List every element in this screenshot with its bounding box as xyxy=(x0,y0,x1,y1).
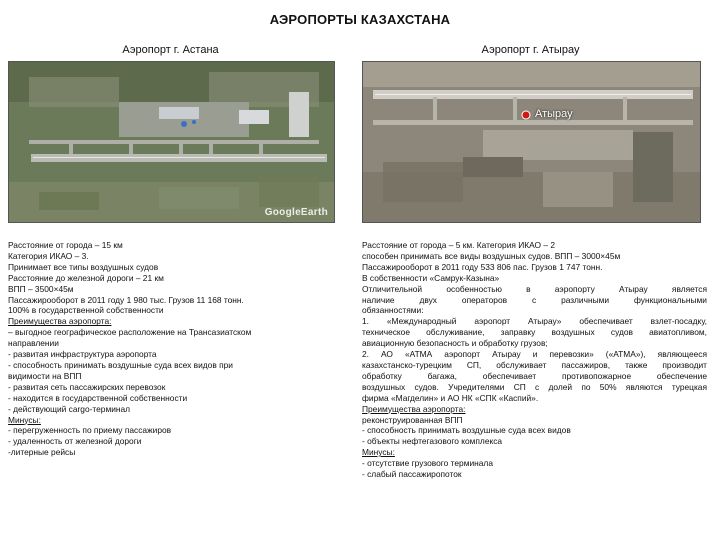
text-line: Отличительной особенностью в аэропорту Атырау является xyxy=(362,283,707,294)
text-line: казахстанско-турецким СП, обслуживает пассажиров, также производит xyxy=(362,359,707,370)
atyrau-description xyxy=(362,240,707,480)
advantages-heading: Преимущества аэропорта: xyxy=(362,403,466,414)
minuses-heading: Минусы: xyxy=(362,447,395,458)
text-line: техническое обслуживание, заправку воздушных судов авиатопливом, xyxy=(362,327,707,338)
text-line: Расстояние от города – 15 км xyxy=(8,240,123,250)
text-line: направлении xyxy=(8,338,59,349)
astana-heading: Аэропорт г. Астана xyxy=(122,44,219,56)
text-line: - отсутствие грузового терминала xyxy=(362,458,493,469)
text-line: 100% в государственной собственности xyxy=(8,305,164,316)
text-line: - действующий cargo-терминал xyxy=(8,403,131,414)
text-line: - способность принимать воздушные суда всех видов xyxy=(362,425,571,436)
text-line: - удаленность от железной дороги xyxy=(8,436,142,447)
text-line: реконструированная ВПП xyxy=(362,414,463,425)
text-line: Принимает все типы воздушных судов xyxy=(8,261,159,272)
text-line: ВПП – 3500×45м xyxy=(8,283,74,294)
atyrau-satellite-image xyxy=(362,61,701,223)
text-line: - объекты нефтегазового комплекса xyxy=(362,436,503,447)
text-line: Категория ИКАО – 3. xyxy=(8,250,89,261)
text-line: - способность принимать воздушные суда всех видов при xyxy=(8,359,233,370)
text-line: авиационную безопасность и обработку грузов; xyxy=(362,338,548,349)
text-line: наличие двух операторов с различными функциональными xyxy=(362,294,707,305)
text-line: обязанностями: xyxy=(362,305,424,316)
text-line: способен принимать все виды воздушных судов. ВПП – 3000×45м xyxy=(362,250,621,261)
text-line: В собственности «Самрук-Казына» xyxy=(362,272,500,283)
astana-satellite-image xyxy=(8,61,335,223)
advantages-heading: Преимущества аэропорта: xyxy=(8,316,112,327)
text-line: Расстояние до железной дороги – 21 км xyxy=(8,272,164,283)
text-line: воздушных судов. Учредителями СП с долей по 50% являются турецкая xyxy=(362,381,707,392)
text-line: - развитая сеть пассажирских перевозок xyxy=(8,381,166,392)
text-line: - находится в государственной собственности xyxy=(8,392,188,403)
page-title: АЭРОПОРТЫ КАЗАХСТАНА xyxy=(269,12,451,27)
text-line: обработку багажа, обеспечивает противопожарное обеспечение xyxy=(362,370,707,381)
map-label: Атырау xyxy=(535,108,573,120)
text-line: -литерные рейсы xyxy=(8,447,76,458)
text-line: 1. «Международный аэропорт Атырау» обеспечивает взлет-посадку, xyxy=(362,316,707,327)
text-line: 2. АО «АТМА аэропорт Атырау и перевозки» («АТМА»), являющееся xyxy=(362,349,707,360)
atyrau-heading: Аэропорт г. Атырау xyxy=(481,44,580,56)
minuses-heading: Минусы: xyxy=(8,414,41,425)
text-line: фирма «Магделин» и АО НК «СПК «Каспий». xyxy=(362,392,539,403)
text-line: видимости на ВПП xyxy=(8,370,82,381)
text-line: Пассажирооборот в 2011 году 533 806 пас. Грузов 1 747 тонн. xyxy=(362,261,603,272)
watermark: GoogleEarth xyxy=(264,207,328,218)
text-line: - слабый пассажиропоток xyxy=(362,469,462,480)
text-line: - перегруженность по приему пассажиров xyxy=(8,425,172,436)
text-line: Расстояние от города – 5 км. Категория ИКАО – 2 xyxy=(362,240,556,250)
location-pin-icon xyxy=(521,110,531,120)
text-line: – выгодное географическое расположение на Трансазиатском xyxy=(8,327,252,338)
text-line: Пассажирооборот в 2011 году 1 980 тыс. Грузов 11 168 тонн. xyxy=(8,294,244,305)
text-line: - развитая инфраструктура аэропорта xyxy=(8,349,157,360)
astana-description xyxy=(8,240,328,458)
